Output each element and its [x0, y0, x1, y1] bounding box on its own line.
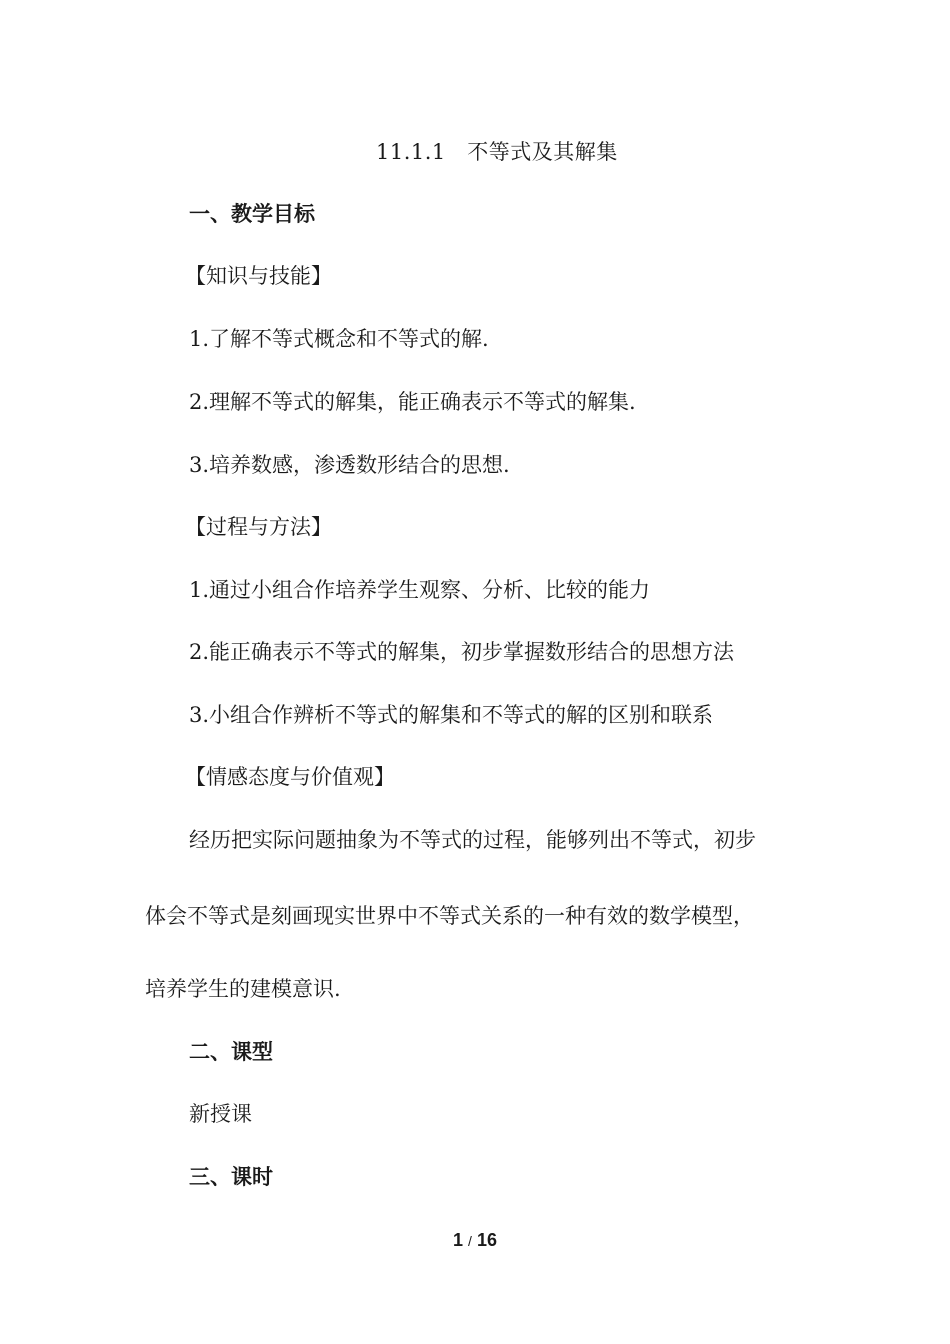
list-item: 1.通过小组合作培养学生观察、分析、比较的能力	[189, 578, 651, 602]
paragraph-line: 培养学生的建模意识.	[145, 977, 341, 1001]
subheading-emotion-values: 【情感态度与价值观】	[185, 765, 395, 789]
list-item: 2.理解不等式的解集，能正确表示不等式的解集.	[189, 390, 636, 414]
subheading-knowledge-skills: 【知识与技能】	[185, 264, 332, 288]
lesson-type-value: 新授课	[189, 1102, 252, 1126]
list-item: 2.能正确表示不等式的解集，初步掌握数形结合的思想方法	[189, 640, 735, 664]
document-title: 11.1.1 不等式及其解集	[376, 140, 618, 164]
list-item: 3.小组合作辨析不等式的解集和不等式的解的区别和联系	[189, 703, 714, 727]
page-separator: /	[468, 1233, 472, 1249]
subheading-process-methods: 【过程与方法】	[185, 515, 332, 539]
page-number	[0, 1228, 950, 1253]
section-heading-class-hours: 三、课时	[189, 1165, 273, 1189]
paragraph-line: 体会不等式是刻画现实世界中不等式关系的一种有效的数学模型，	[145, 904, 754, 928]
current-page: 1	[453, 1230, 464, 1250]
list-item: 3.培养数感，渗透数形结合的思想.	[189, 453, 510, 477]
section-heading-teaching-goals: 一、教学目标	[189, 202, 315, 226]
paragraph-line: 经历把实际问题抽象为不等式的过程，能够列出不等式，初步	[189, 828, 756, 852]
total-pages: 16	[476, 1230, 497, 1250]
list-item: 1.了解不等式概念和不等式的解.	[189, 327, 489, 351]
section-heading-lesson-type: 二、课型	[189, 1040, 273, 1064]
